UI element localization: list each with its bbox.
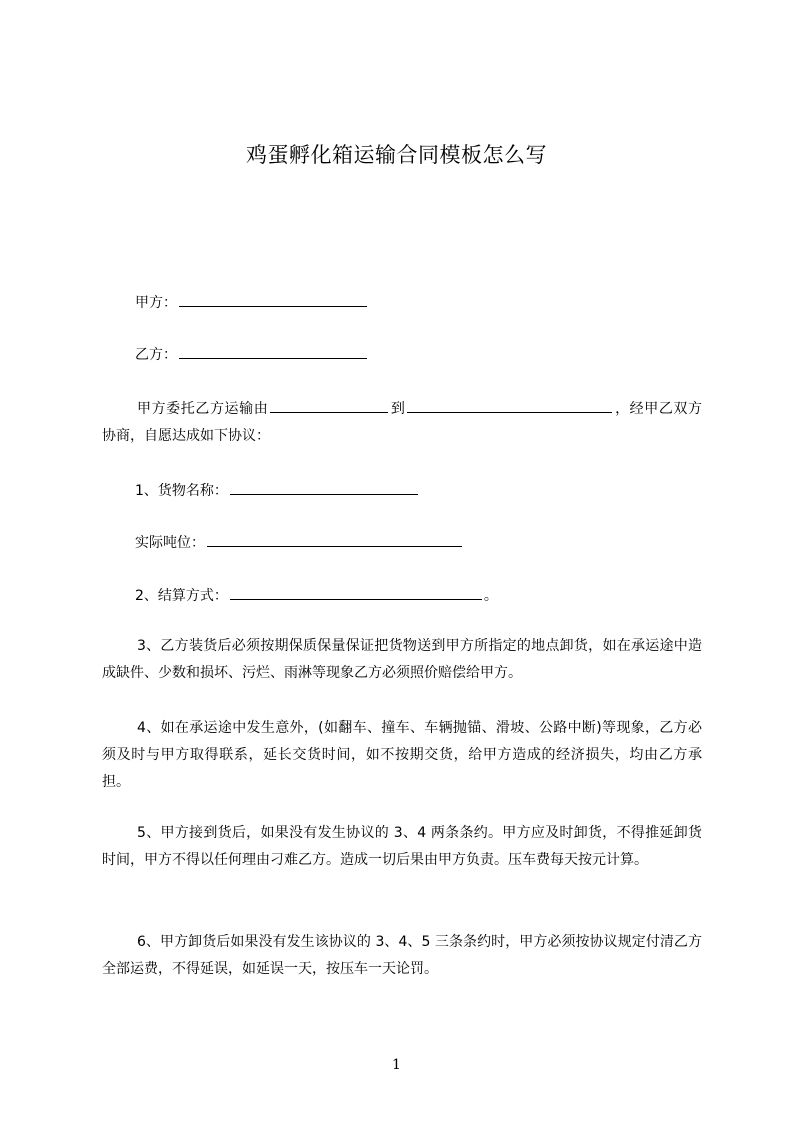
intro-text-1: 甲方委托乙方运输由 [137,401,269,417]
tonnage-label: 实际吨位： [135,535,205,551]
party-b-label: 乙方： [135,347,177,363]
intro-text-2: 到 [390,401,406,417]
goods-name-label: 1、货物名称： [135,483,228,499]
party-a-label: 甲方： [135,295,177,311]
party-a-blank [179,292,367,307]
goods-name-blank [230,480,418,495]
destination-blank [407,398,612,413]
intro-text-3: ，经甲乙双方协商，自愿达成如下协议： [102,401,703,444]
settlement-label: 2、结算方式： [135,588,228,604]
party-b-line [135,344,369,365]
tonnage-line [135,532,464,553]
intro-paragraph [102,396,702,450]
settlement-end: 。 [483,588,498,604]
origin-blank [270,398,388,413]
settlement-blank [230,585,482,600]
clause-6: 6、甲方卸货后如果没有发生该协议的 3、4、5 三条条约时，甲方必须按协议规定付清乙方全部运费，不得延误，如延误一天，按压车一天论罚。 [102,934,702,977]
document-title: 鸡蛋孵化箱运输合同模板怎么写 [246,143,547,167]
settlement-line [135,585,498,606]
page-number: 1 [392,1057,401,1073]
clause-3: 3、乙方装货后必须按期保质保量保证把货物送到甲方所指定的地点卸货，如在承运途中造成缺件、少数和损坏、污烂、雨淋等现象乙方必须照价赔偿给甲方。 [102,638,702,681]
clause-5: 5、甲方接到货后，如果没有发生协议的 3、4 两条条约。甲方应及时卸货，不得推延卸货时间，甲方不得以任何理由刁难乙方。造成一切后果由甲方负责。压车费每天按元计算。 [102,825,702,868]
clause-4: 4、如在承运途中发生意外，(如翻车、撞车、车辆抛锚、滑坡、公路中断)等现象，乙方必须及时与甲方取得联系，延长交货时间，如不按期交货，给甲方造成的经济损失，均由乙方承担。 [102,720,702,790]
tonnage-blank [207,532,462,547]
party-a-line [135,292,369,313]
goods-name-line [135,480,420,501]
party-b-blank [179,344,367,359]
